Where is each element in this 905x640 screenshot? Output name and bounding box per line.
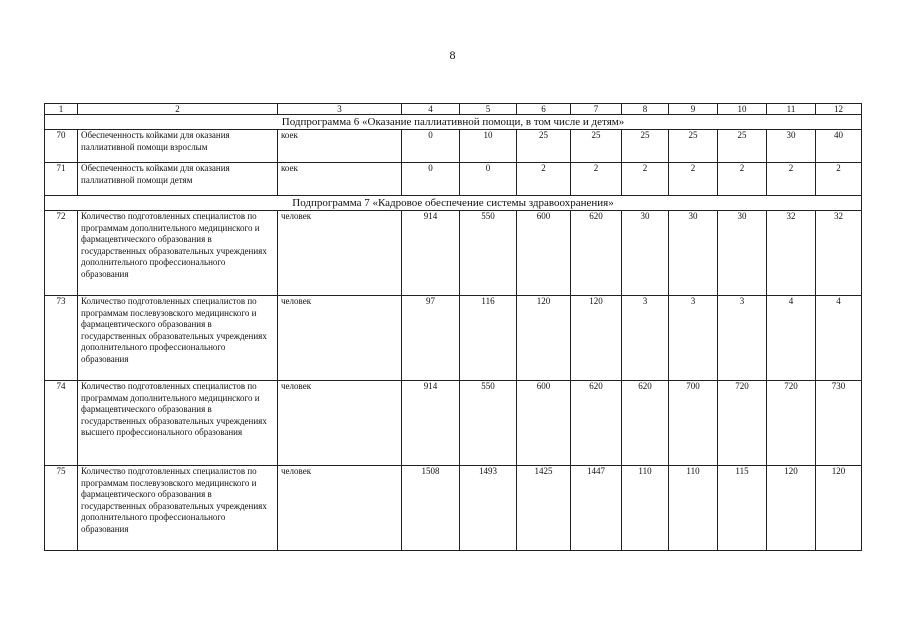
indicator-name-cell: Обеспеченность койками для оказания паллиативной помощи взрослым bbox=[78, 130, 278, 163]
value-cell: 32 bbox=[816, 211, 862, 296]
value-cell: 110 bbox=[669, 466, 718, 551]
unit-cell: коек bbox=[278, 163, 402, 196]
section-header-row bbox=[45, 196, 862, 211]
value-cell: 30 bbox=[669, 211, 718, 296]
value-cell: 0 bbox=[402, 163, 460, 196]
value-cell: 0 bbox=[402, 130, 460, 163]
value-cell: 1493 bbox=[460, 466, 517, 551]
indicator-name-cell: Количество подготовленных специалистов по программам послевузовского медицинского и фармацевтического образования в государственных образовательных учреждениях дополнительного профессионального образования bbox=[78, 466, 278, 551]
value-cell: 2 bbox=[622, 163, 669, 196]
value-cell: 720 bbox=[767, 381, 816, 466]
column-number-cell: 7 bbox=[571, 104, 622, 115]
value-cell: 2 bbox=[718, 163, 767, 196]
value-cell: 2 bbox=[517, 163, 571, 196]
indicator-name-cell: Количество подготовленных специалистов по программам дополнительного медицинского и фармацевтического образования в государственных образовательных учреждениях дополнительного профессионального образования bbox=[78, 211, 278, 296]
value-cell: 1425 bbox=[517, 466, 571, 551]
section-title: Подпрограмма 6 «Оказание паллиативной помощи, в том числе и детям» bbox=[45, 115, 862, 130]
value-cell: 25 bbox=[718, 130, 767, 163]
table-row bbox=[45, 163, 862, 196]
table-row bbox=[45, 130, 862, 163]
value-cell: 3 bbox=[718, 296, 767, 381]
column-number-cell: 6 bbox=[517, 104, 571, 115]
column-number-cell: 3 bbox=[278, 104, 402, 115]
row-number-cell: 73 bbox=[45, 296, 78, 381]
value-cell: 120 bbox=[767, 466, 816, 551]
indicator-name-cell: Количество подготовленных специалистов по программам послевузовского медицинского и фармацевтического образования в государственных образовательных учреждениях дополнительного профессионального образования bbox=[78, 296, 278, 381]
value-cell: 25 bbox=[669, 130, 718, 163]
indicators-table bbox=[44, 103, 862, 551]
value-cell: 1508 bbox=[402, 466, 460, 551]
value-cell: 550 bbox=[460, 381, 517, 466]
value-cell: 10 bbox=[460, 130, 517, 163]
table-row bbox=[45, 466, 862, 551]
value-cell: 700 bbox=[669, 381, 718, 466]
column-number-cell: 1 bbox=[45, 104, 78, 115]
value-cell: 600 bbox=[517, 381, 571, 466]
value-cell: 30 bbox=[622, 211, 669, 296]
value-cell: 1447 bbox=[571, 466, 622, 551]
unit-cell: человек bbox=[278, 296, 402, 381]
value-cell: 620 bbox=[622, 381, 669, 466]
value-cell: 730 bbox=[816, 381, 862, 466]
value-cell: 115 bbox=[718, 466, 767, 551]
column-number-cell: 9 bbox=[669, 104, 718, 115]
indicator-name-cell: Обеспеченность койками для оказания паллиативной помощи детям bbox=[78, 163, 278, 196]
value-cell: 25 bbox=[622, 130, 669, 163]
column-number-cell: 12 bbox=[816, 104, 862, 115]
column-number-cell: 2 bbox=[78, 104, 278, 115]
row-number-cell: 70 bbox=[45, 130, 78, 163]
page-number: 8 bbox=[449, 48, 456, 62]
section-title: Подпрограмма 7 «Кадровое обеспечение системы здравоохранения» bbox=[45, 196, 862, 211]
value-cell: 4 bbox=[816, 296, 862, 381]
value-cell: 2 bbox=[767, 163, 816, 196]
unit-cell: человек bbox=[278, 381, 402, 466]
value-cell: 0 bbox=[460, 163, 517, 196]
value-cell: 914 bbox=[402, 381, 460, 466]
column-number-cell: 8 bbox=[622, 104, 669, 115]
table-row bbox=[45, 211, 862, 296]
value-cell: 110 bbox=[622, 466, 669, 551]
value-cell: 620 bbox=[571, 211, 622, 296]
table-body bbox=[45, 104, 862, 551]
value-cell: 120 bbox=[517, 296, 571, 381]
value-cell: 30 bbox=[718, 211, 767, 296]
table-row bbox=[45, 381, 862, 466]
value-cell: 30 bbox=[767, 130, 816, 163]
table-row bbox=[45, 296, 862, 381]
section-header-row bbox=[45, 115, 862, 130]
value-cell: 3 bbox=[622, 296, 669, 381]
value-cell: 550 bbox=[460, 211, 517, 296]
value-cell: 25 bbox=[571, 130, 622, 163]
row-number-cell: 75 bbox=[45, 466, 78, 551]
column-number-row bbox=[45, 104, 862, 115]
value-cell: 97 bbox=[402, 296, 460, 381]
row-number-cell: 74 bbox=[45, 381, 78, 466]
value-cell: 2 bbox=[571, 163, 622, 196]
value-cell: 3 bbox=[669, 296, 718, 381]
indicator-name-cell: Количество подготовленных специалистов по программам дополнительного медицинского и фармацевтического образования в государственных образовательных учреждениях высшего профессионального образования bbox=[78, 381, 278, 466]
value-cell: 720 bbox=[718, 381, 767, 466]
unit-cell: человек bbox=[278, 466, 402, 551]
row-number-cell: 72 bbox=[45, 211, 78, 296]
value-cell: 620 bbox=[571, 381, 622, 466]
column-number-cell: 5 bbox=[460, 104, 517, 115]
unit-cell: коек bbox=[278, 130, 402, 163]
column-number-cell: 10 bbox=[718, 104, 767, 115]
value-cell: 600 bbox=[517, 211, 571, 296]
value-cell: 4 bbox=[767, 296, 816, 381]
unit-cell: человек bbox=[278, 211, 402, 296]
value-cell: 40 bbox=[816, 130, 862, 163]
value-cell: 2 bbox=[669, 163, 718, 196]
value-cell: 116 bbox=[460, 296, 517, 381]
row-number-cell: 71 bbox=[45, 163, 78, 196]
column-number-cell: 4 bbox=[402, 104, 460, 115]
value-cell: 120 bbox=[571, 296, 622, 381]
column-number-cell: 11 bbox=[767, 104, 816, 115]
value-cell: 120 bbox=[816, 466, 862, 551]
value-cell: 2 bbox=[816, 163, 862, 196]
value-cell: 32 bbox=[767, 211, 816, 296]
value-cell: 914 bbox=[402, 211, 460, 296]
value-cell: 25 bbox=[517, 130, 571, 163]
